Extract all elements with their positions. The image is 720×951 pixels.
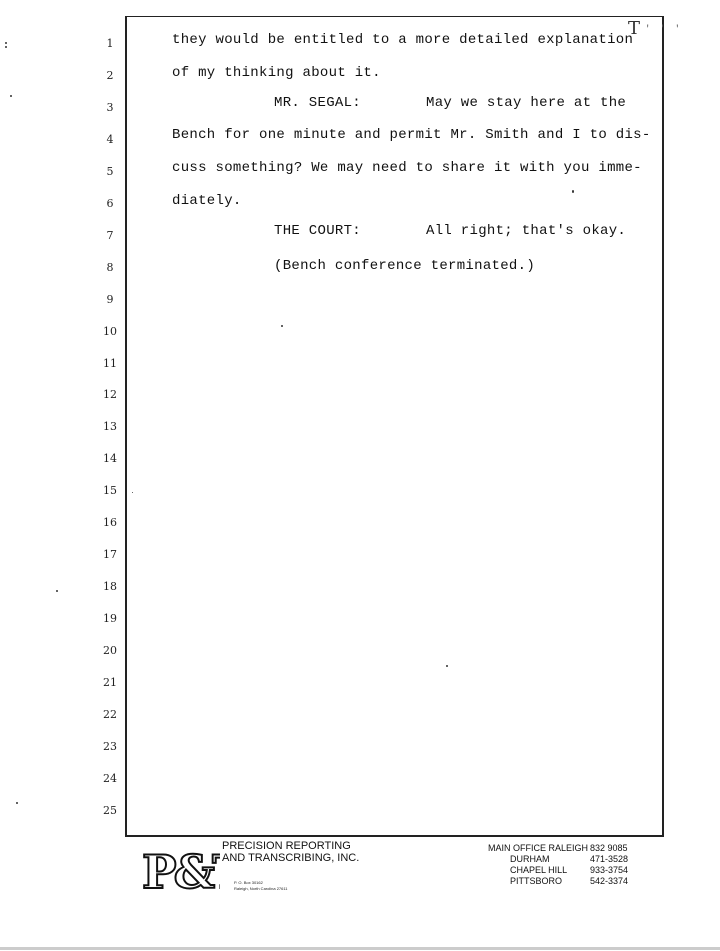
transcript-line-4: Bench for one minute and permit Mr. Smith and I to dis-	[172, 127, 651, 143]
firm-name-line-2: AND TRANSCRIBING, INC.	[222, 852, 360, 864]
scan-speck	[5, 42, 7, 44]
page-mark: T	[628, 18, 641, 39]
office-row	[488, 854, 628, 865]
line-number: 14	[103, 452, 117, 466]
office-city: DURHAM	[510, 854, 550, 864]
line-number: 5	[106, 164, 114, 178]
office-row	[488, 876, 628, 887]
line-number: 9	[106, 292, 114, 306]
address-line-2: Raleigh, North Carolina 27611	[234, 886, 288, 891]
line-number: 23	[103, 739, 117, 753]
line-number: 22	[103, 707, 117, 721]
firm-address	[234, 880, 288, 892]
line-number: 19	[103, 612, 117, 626]
line-number: 6	[106, 196, 114, 210]
speaker-label-segal: MR. SEGAL:	[274, 95, 362, 111]
speaker-label-court: THE COURT:	[274, 223, 362, 239]
office-city: CHAPEL HILL	[510, 865, 568, 875]
address-line-1: P. O. Box 30162	[234, 880, 263, 885]
office-city: PITTSBORO	[510, 876, 563, 886]
office-city: MAIN OFFICE RALEIGH	[488, 843, 589, 853]
line-number: 17	[103, 548, 117, 562]
transcript-line-8: (Bench conference terminated.)	[274, 258, 536, 274]
transcript-line-2: of my thinking about it.	[172, 65, 381, 81]
scan-speck	[281, 325, 283, 327]
scan-bottom-edge	[0, 947, 720, 950]
scan-speck	[132, 492, 133, 493]
line-number: 4	[106, 132, 114, 146]
office-phone: 542-3374	[590, 876, 629, 886]
line-number: 1	[106, 37, 114, 50]
firm-logo	[140, 842, 220, 896]
line-number: 3	[106, 100, 114, 114]
scan-speck	[572, 190, 574, 193]
transcript-line-6: diately.	[172, 193, 242, 209]
scan-speck	[10, 95, 12, 97]
line-number: 16	[103, 516, 117, 530]
line-number: 11	[103, 356, 117, 370]
scan-speck	[16, 802, 18, 804]
line-number: 21	[103, 676, 117, 689]
office-row	[488, 843, 628, 854]
scan-speck	[446, 665, 448, 667]
page-mark-small: ' ' '	[645, 24, 683, 34]
office-phone: 832 9085	[590, 843, 628, 853]
transcript-line-7: All right; that's okay.	[426, 223, 627, 239]
line-number: 2	[106, 68, 114, 82]
line-number: 18	[103, 580, 117, 594]
line-number: 25	[103, 803, 117, 817]
office-phone: 471-3528	[590, 854, 629, 864]
transcript-line-5: cuss something? We may need to share it with you imme-	[172, 160, 642, 176]
line-number: 15	[103, 484, 117, 498]
line-number: 8	[106, 260, 114, 274]
transcript-line-3: May we stay here at the	[426, 95, 627, 111]
line-number: 24	[103, 771, 117, 785]
scan-speck	[56, 590, 58, 592]
line-number: 12	[103, 388, 117, 402]
firm-name	[222, 840, 359, 864]
svg-text:P&T: P&	[142, 845, 213, 896]
line-number: 7	[106, 228, 114, 242]
line-number: 10	[103, 324, 117, 338]
transcript-line-1: they would be entitled to a more detailed explanation	[172, 32, 634, 48]
office-phone: 933-3754	[590, 865, 629, 875]
firm-name-line-1: PRECISION REPORTING	[222, 840, 351, 852]
line-number: 13	[103, 420, 117, 434]
line-number: 20	[103, 644, 117, 658]
office-list	[488, 843, 628, 887]
scan-speck	[5, 46, 7, 48]
office-row	[488, 865, 628, 876]
